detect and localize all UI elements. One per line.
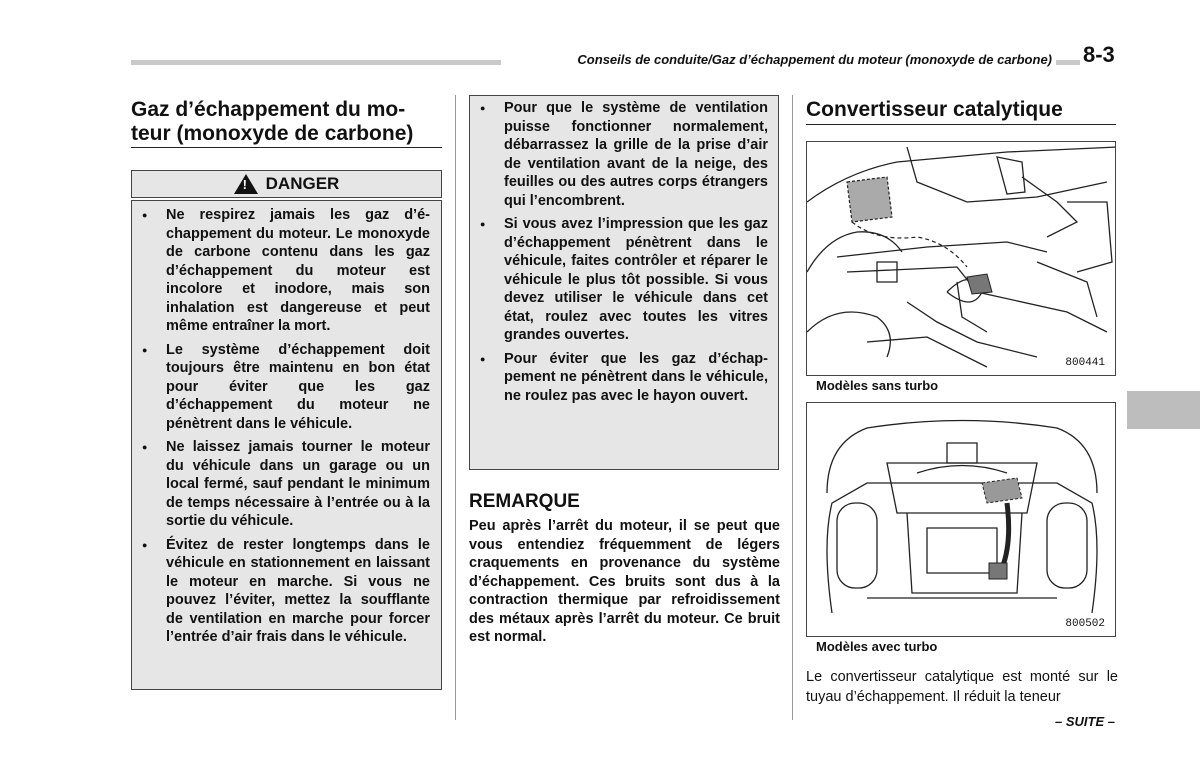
section-title xyxy=(131,98,413,146)
figure-code: 800441 xyxy=(1065,357,1105,369)
list-item: ● Pour que le système de ventilation puisse fonctionner normalement, débarrassez la grille de la prise d’air de ventilation avant de la neige, des feuilles ou des autres corps étrangers qui l’encombrent. xyxy=(469,99,768,210)
danger-list-continued xyxy=(469,99,768,410)
column-divider xyxy=(455,95,456,720)
turbo-underbody-illustration xyxy=(807,403,1116,637)
list-item: ● Si vous avez l’impression que les gaz d’échappement pénètrent dans le véhicule, faites contrôler et réparer le véhicule le plus tôt possible. Si vous devez utiliser le véhicule dans cet état, roulez avec toutes les vitres grandes ouvertes. xyxy=(469,215,768,345)
header-rule-right xyxy=(1056,60,1080,65)
catalytic-title: Convertisseur catalytique xyxy=(806,98,1063,121)
list-item: ● Ne laissez jamais tourner le moteur du véhicule dans un garage ou un local fermé, sauf pendant le minimum de temps nécessaire à l’entrée ou à la sortie du véhicule. xyxy=(131,438,430,531)
title-underline xyxy=(806,124,1116,125)
page-number: 8-3 xyxy=(1083,42,1115,67)
warning-triangle-icon: ! xyxy=(234,174,258,194)
danger-header xyxy=(131,170,442,198)
header-rule xyxy=(131,60,501,65)
figure-no-turbo xyxy=(806,141,1116,376)
figure-turbo xyxy=(806,402,1116,637)
figure-caption: Modèles sans turbo xyxy=(816,378,939,393)
danger-label: DANGER xyxy=(265,174,340,193)
body-paragraph: Le convertisseur catalytique est monté sur le tuyau d’échappement. Il réduit la teneur xyxy=(806,669,1118,705)
continued-marker: – SUITE – xyxy=(1055,714,1115,729)
list-item: ● Le système d’échappement doit toujours être maintenu en bon état pour éviter que les gaz d’échappement du moteur ne pénètrent dans le véhicule. xyxy=(131,341,430,434)
section-title-line: Gaz d’échappement du mo- xyxy=(131,98,406,121)
remarque-text: Peu après l’arrêt du moteur, il se peut que vous entendiez fréquemment de légers craquements en provenance du système d’échappement. Ces bruits sont dus à la contraction thermique par refroidissement des métaux après l’arrêt du moteur. Ce bruit est normal. xyxy=(469,518,780,645)
title-underline xyxy=(131,147,442,148)
remarque-title: REMARQUE xyxy=(469,491,580,512)
danger-list xyxy=(131,206,430,652)
list-item: ● Pour éviter que les gaz d’échappement ne pénètrent dans le véhicule, ne roulez pas avec le hayon ouvert. xyxy=(469,350,768,406)
running-header: Conseils de conduite/Gaz d’échappement du moteur (monoxyde de carbone) xyxy=(577,52,1052,67)
list-item: ● Ne respirez jamais les gaz d’échappement du moteur. Le monoxyde de carbone contenu dans les gaz d’échappement du moteur est incolore et inodore, mais son inhalation est dangereuse et peut même entraîner la mort. xyxy=(131,206,430,336)
figure-caption: Modèles avec turbo xyxy=(816,639,938,654)
chapter-tab xyxy=(1127,391,1200,429)
figure-code: 800502 xyxy=(1065,618,1105,630)
section-title-line: teur (monoxyde de carbone) xyxy=(131,122,414,145)
column-divider xyxy=(792,95,793,720)
exhaust-underbody-illustration xyxy=(807,142,1116,376)
list-item: ● Évitez de rester longtemps dans le véhicule en stationnement en laissant le moteur en marche. Si vous ne pouvez l’éviter, mettez la soufflante de ventilation en marche pour forcer l’entrée d’air frais dans le véhicule. xyxy=(131,536,430,647)
